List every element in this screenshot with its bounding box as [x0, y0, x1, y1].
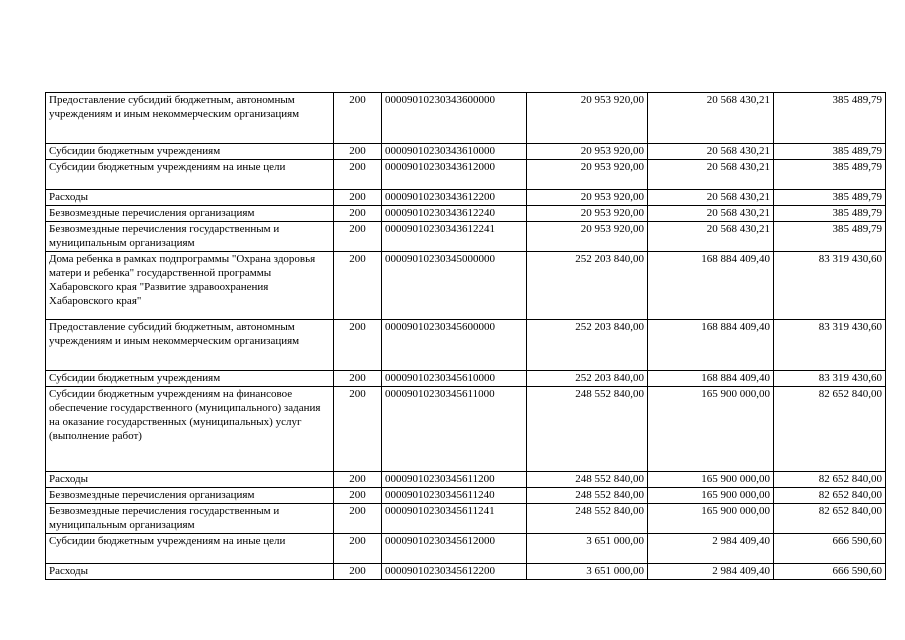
cell-name: Субсидии бюджетным учреждениям на иные цели: [46, 534, 334, 564]
cell-classification-code: 00009010230343612241: [382, 222, 527, 252]
cell-executed-amount: 20 568 430,21: [648, 206, 774, 222]
cell-executed-amount: 168 884 409,40: [648, 252, 774, 320]
cell-name: Субсидии бюджетным учреждениям: [46, 144, 334, 160]
cell-name: Расходы: [46, 472, 334, 488]
cell-executed-amount: 165 900 000,00: [648, 387, 774, 472]
cell-unexecuted-amount: 385 489,79: [774, 93, 886, 144]
cell-line-code: 200: [334, 222, 382, 252]
cell-unexecuted-amount: 666 590,60: [774, 564, 886, 580]
cell-classification-code: 00009010230345611240: [382, 488, 527, 504]
cell-executed-amount: 20 568 430,21: [648, 190, 774, 206]
cell-line-code: 200: [334, 488, 382, 504]
table-row: [46, 190, 886, 206]
cell-approved-amount: 248 552 840,00: [527, 504, 648, 534]
cell-classification-code: 00009010230343612200: [382, 190, 527, 206]
cell-executed-amount: 2 984 409,40: [648, 564, 774, 580]
cell-classification-code: 00009010230345611000: [382, 387, 527, 472]
cell-line-code: 200: [334, 564, 382, 580]
cell-classification-code: 00009010230345612200: [382, 564, 527, 580]
cell-line-code: 200: [334, 387, 382, 472]
table-row: [46, 252, 886, 320]
table-row: [46, 320, 886, 371]
cell-classification-code: 00009010230343610000: [382, 144, 527, 160]
cell-executed-amount: 20 568 430,21: [648, 222, 774, 252]
cell-classification-code: 00009010230343612240: [382, 206, 527, 222]
cell-approved-amount: 252 203 840,00: [527, 371, 648, 387]
table-row: [46, 534, 886, 564]
cell-name: Безвозмездные перечисления государственным и муниципальным организациям: [46, 504, 334, 534]
cell-unexecuted-amount: 82 652 840,00: [774, 472, 886, 488]
table-row: [46, 564, 886, 580]
cell-unexecuted-amount: 82 652 840,00: [774, 488, 886, 504]
cell-executed-amount: 168 884 409,40: [648, 371, 774, 387]
cell-executed-amount: 165 900 000,00: [648, 472, 774, 488]
cell-approved-amount: 20 953 920,00: [527, 190, 648, 206]
cell-name: Расходы: [46, 564, 334, 580]
cell-name: Дома ребенка в рамках подпрограммы "Охрана здоровья матери и ребенка" государственной программы Хабаровского края "Развитие здравоохранения Хабаровского края": [46, 252, 334, 320]
cell-name: Субсидии бюджетным учреждениям на финансовое обеспечение государственного (муниципального) задания на оказание государственных (муниципальных) услуг (выполнение работ): [46, 387, 334, 472]
table-row: [46, 144, 886, 160]
cell-classification-code: 00009010230343612000: [382, 160, 527, 190]
cell-classification-code: 00009010230345612000: [382, 534, 527, 564]
cell-classification-code: 00009010230345600000: [382, 320, 527, 371]
cell-approved-amount: 248 552 840,00: [527, 472, 648, 488]
cell-approved-amount: 3 651 000,00: [527, 534, 648, 564]
cell-approved-amount: 20 953 920,00: [527, 144, 648, 160]
cell-line-code: 200: [334, 160, 382, 190]
cell-line-code: 200: [334, 206, 382, 222]
table-row: [46, 222, 886, 252]
cell-approved-amount: 20 953 920,00: [527, 222, 648, 252]
cell-line-code: 200: [334, 93, 382, 144]
table-row: [46, 488, 886, 504]
cell-approved-amount: 20 953 920,00: [527, 160, 648, 190]
cell-name: Субсидии бюджетным учреждениям на иные цели: [46, 160, 334, 190]
cell-executed-amount: 165 900 000,00: [648, 488, 774, 504]
cell-name: Безвозмездные перечисления государственным и муниципальным организациям: [46, 222, 334, 252]
budget-execution-table: [45, 92, 886, 580]
table-row: [46, 160, 886, 190]
cell-unexecuted-amount: 385 489,79: [774, 206, 886, 222]
cell-name: Расходы: [46, 190, 334, 206]
table-row: [46, 504, 886, 534]
cell-unexecuted-amount: 83 319 430,60: [774, 320, 886, 371]
cell-unexecuted-amount: 385 489,79: [774, 144, 886, 160]
cell-unexecuted-amount: 83 319 430,60: [774, 371, 886, 387]
cell-line-code: 200: [334, 144, 382, 160]
cell-unexecuted-amount: 385 489,79: [774, 222, 886, 252]
cell-approved-amount: 20 953 920,00: [527, 93, 648, 144]
cell-executed-amount: 165 900 000,00: [648, 504, 774, 534]
cell-line-code: 200: [334, 504, 382, 534]
cell-classification-code: 00009010230343600000: [382, 93, 527, 144]
cell-approved-amount: 252 203 840,00: [527, 252, 648, 320]
table-row: [46, 206, 886, 222]
cell-name: Безвозмездные перечисления организациям: [46, 206, 334, 222]
cell-approved-amount: 252 203 840,00: [527, 320, 648, 371]
table-row: [46, 472, 886, 488]
cell-line-code: 200: [334, 371, 382, 387]
cell-name: Субсидии бюджетным учреждениям: [46, 371, 334, 387]
cell-line-code: 200: [334, 252, 382, 320]
table-row: [46, 371, 886, 387]
cell-classification-code: 00009010230345611241: [382, 504, 527, 534]
table-body: [46, 93, 886, 580]
cell-line-code: 200: [334, 320, 382, 371]
cell-classification-code: 00009010230345611200: [382, 472, 527, 488]
cell-approved-amount: 20 953 920,00: [527, 206, 648, 222]
cell-executed-amount: 2 984 409,40: [648, 534, 774, 564]
cell-approved-amount: 3 651 000,00: [527, 564, 648, 580]
cell-classification-code: 00009010230345610000: [382, 371, 527, 387]
cell-unexecuted-amount: 385 489,79: [774, 190, 886, 206]
cell-unexecuted-amount: 83 319 430,60: [774, 252, 886, 320]
cell-line-code: 200: [334, 190, 382, 206]
cell-unexecuted-amount: 82 652 840,00: [774, 504, 886, 534]
cell-approved-amount: 248 552 840,00: [527, 488, 648, 504]
cell-line-code: 200: [334, 534, 382, 564]
cell-name: Предоставление субсидий бюджетным, автономным учреждениям и иным некоммерческим организациям: [46, 320, 334, 371]
cell-approved-amount: 248 552 840,00: [527, 387, 648, 472]
cell-executed-amount: 20 568 430,21: [648, 93, 774, 144]
cell-name: Предоставление субсидий бюджетным, автономным учреждениям и иным некоммерческим организациям: [46, 93, 334, 144]
cell-unexecuted-amount: 666 590,60: [774, 534, 886, 564]
cell-executed-amount: 168 884 409,40: [648, 320, 774, 371]
cell-line-code: 200: [334, 472, 382, 488]
cell-executed-amount: 20 568 430,21: [648, 144, 774, 160]
cell-executed-amount: 20 568 430,21: [648, 160, 774, 190]
table-row: [46, 387, 886, 472]
table-row: [46, 93, 886, 144]
cell-unexecuted-amount: 82 652 840,00: [774, 387, 886, 472]
cell-classification-code: 00009010230345000000: [382, 252, 527, 320]
cell-unexecuted-amount: 385 489,79: [774, 160, 886, 190]
cell-name: Безвозмездные перечисления организациям: [46, 488, 334, 504]
